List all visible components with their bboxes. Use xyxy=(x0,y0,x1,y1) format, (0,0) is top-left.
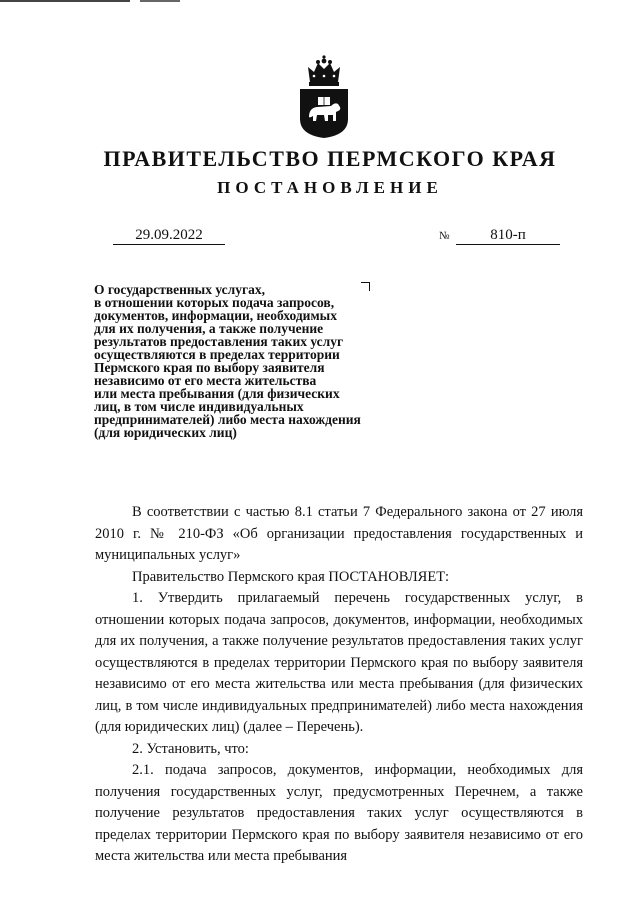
scan-edge-line xyxy=(140,0,180,2)
number-sign: № xyxy=(439,230,450,242)
body-paragraph-item-1: 1. Утвердить прилагаемый перечень государственных услуг, в отношении которых подача запросов, документов, информации, необходимых для их получения, а также получение результатов предоставления таких услуг осуществляются в пределах территории Пермского края по выбору заявителя независимо от его места жительства или места пребывания (для физических лиц, в том числе индивидуальных предпринимателей) либо места нахождения (для юридических лиц) (далее – Перечень). xyxy=(95,590,583,735)
body-paragraph-item-2: 2. Установить, что: xyxy=(132,740,249,757)
document-number: 810-п xyxy=(456,226,560,245)
body-paragraph-preamble: В соответствии с частью 8.1 статьи 7 Федерального закона от 27 июля 2010 г. № 210-ФЗ «Об организации предоставления государственных и муниципальных услуг» xyxy=(95,504,583,563)
document-date: 29.09.2022 xyxy=(113,226,225,245)
scan-edge-line xyxy=(0,0,130,2)
document-type: ПОСТАНОВЛЕНИЕ xyxy=(217,178,443,197)
perm-krai-coat-of-arms-icon xyxy=(298,55,350,139)
document-subject: О государственных услугах, в отношении которых подача запросов, документов, информации, необходимых для их получения, а также получение результатов предоставления таких услуг осуществляются в пределах территории Пермского края по выбору заявителя независимо от его места жительства или места пребывания (для физических лиц, в том числе индивидуальных предпринимателей) либо места нахождения (для юридических лиц) xyxy=(94,282,361,440)
document-body xyxy=(95,502,583,868)
body-paragraph-item-2-1: 2.1. подача запросов, документов, информации, необходимых для получения государственных услуг, предусмотренных Перечнем, а также получение результатов предоставления таких услуг осуществляются в пределах территории Пермского края по выбору заявителя независимо от его места жительства или места пребывания xyxy=(95,762,583,864)
body-paragraph-resolves: Правительство Пермского края ПОСТАНОВЛЯЕТ: xyxy=(132,568,450,585)
government-title: ПРАВИТЕЛЬСТВО ПЕРМСКОГО КРАЯ xyxy=(103,146,557,171)
